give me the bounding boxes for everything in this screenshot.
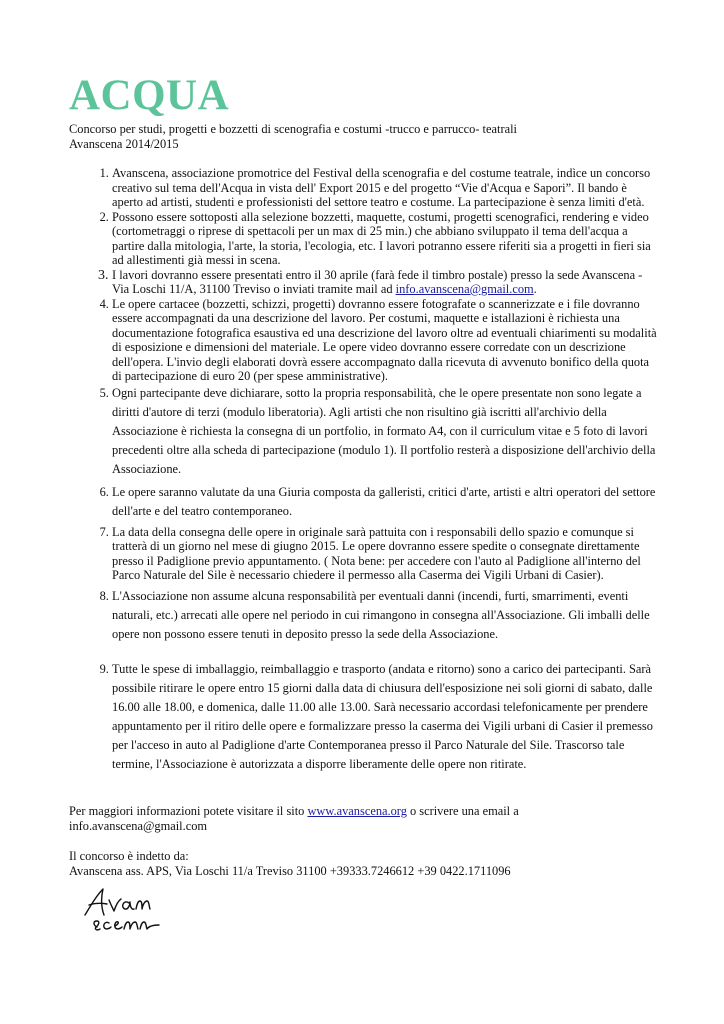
info-email-text: o scrivere una email a info.avanscena@gmail.com bbox=[69, 803, 519, 833]
handwritten-signature-icon bbox=[79, 885, 169, 937]
rule-item-6: 6. Le opere saranno valutate da una Giuria composta da galleristi, critici d'arte, artisti e altri operatori del settore dell'arte e del teatro contemporaneo. bbox=[112, 483, 659, 521]
email-link[interactable]: info.avanscena@gmail.com bbox=[395, 282, 534, 296]
website-link[interactable]: www.avanscena.org bbox=[307, 803, 407, 818]
rule-3-text: I lavori dovranno essere presentati entro il 30 aprile (farà fede il timbro postale) presso la sede Avanscena - Via Loschi 11/A, 31100 Treviso o inviati tramite mail ad bbox=[112, 267, 643, 296]
rule-item-5: 5. Ogni partecipante deve dichiarare, sotto la propria responsabilità, che le opere presentate non sono legate a diritti d'autore di terzi (modulo liberatoria). Agli artisti che non risultino già iscritti all'archivio della Associazione è richiesta la consegna di un portfolio, in formato A4, con il curriculum vitae e 5 foto di lavori precedenti oltre alla scheda di partecipazione (modulo 1). Il portfolio resterà a disposizione dell'archivio della Associazione. bbox=[112, 384, 659, 479]
subtitle-line-1: Concorso per studi, progetti e bozzetti di scenografia e costumi -trucco e parrucco- teatrali bbox=[69, 122, 517, 136]
subtitle-line-2: Avanscena 2014/2015 bbox=[69, 136, 179, 151]
info-paragraph bbox=[69, 804, 659, 834]
rules-list bbox=[69, 166, 659, 774]
organizer-intro: Il concorso è indetto da: bbox=[69, 848, 189, 863]
document-page bbox=[69, 72, 659, 942]
organizer-block bbox=[69, 849, 659, 879]
info-text: Per maggiori informazioni potete visitare il sito bbox=[69, 803, 308, 818]
document-title: ACQUA bbox=[69, 72, 230, 119]
rule-item-3 bbox=[112, 268, 659, 297]
rule-item-4: 4. Le opere cartacee (bozzetti, schizzi, progetti) dovranno essere fotografate o scannerizzate e i file dovranno essere accompagnati da una descrizione del lavoro. Per costumi, maquette e istallazioni è richiesta una documentazione fotografica esaustiva ed una descrizione del lavoro oltre ad eventuali chiarimenti su modalità di esposizione e dimensioni del materiale. Le opere video dovranno essere corredate con un descrizione dell'opera. L'invio degli elaborati dovrà essere accompagnato dalla ricevuta di avvenuto bonifico della quota di partecipazione di euro 20 (per spese amministrative). bbox=[112, 297, 659, 384]
organizer-address: Avanscena ass. APS, Via Loschi 11/a Treviso 31100 +39333.7246612 +39 0422.1711096 bbox=[69, 863, 511, 878]
rule-3-end: . bbox=[533, 282, 537, 296]
rule-item-8: 8. L'Associazione non assume alcuna responsabilità per eventuali danni (incendi, furti, smarrimenti, eventi naturali, etc.) arrecati alle opere nel periodo in cui rimangono in consegna all'Associazione. Gli imballi delle opere non possono essere tenuti in deposito presso la sede della Associazione. bbox=[112, 587, 659, 644]
rule-item-2: 2. Possono essere sottoposti alla selezione bozzetti, maquette, costumi, progetti scenografici, rendering e video (cortometraggi o riprese di spettacoli per un max di 25 min.) che abbiano sviluppato il tema dell'acqua a partire dalla mitologia, l'arte, la storia, l'ecologia, etc. I lavori potranno essere riferiti sia a progetti in fieri sia ad allestimenti già messi in scena. bbox=[112, 210, 659, 268]
rule-item-7: 7. La data della consegna delle opere in originale sarà pattuita con i responsabili dello spazio e comunque si tratterà di un giorno nel mese di giugno 2015. Le opere dovranno essere spedite o consegnate direttamente presso il Padiglione previo appuntamento. ( Nota bene: per accedere con l'auto al Padiglione all'interno del Parco Naturale del Sile è necessario chiedere il permesso alla Caserma dei Vigili Urbani di Casier). bbox=[112, 525, 659, 583]
rule-item-9: 9. Tutte le spese di imballaggio, reimballaggio e trasporto (andata e ritorno) sono a carico dei partecipanti. Sarà possibile ritirare le opere entro 15 giorni dalla data di chiusura dell'esposizione nei soli giorni di sabato, dalle 16.00 alle 18.00, e domenica, dalle 11.00 alle 13.00. Sarà necessario accordasi telefonicamente per prendere appuntamento per il ritiro delle opere e formalizzare presso la caserma dei Vigili urbani di Casier il premesso per l'acceso in auto al Padiglione d'arte Contemporanea presso il Parco Naturale del Sile. Trascorso tale termine, l'Associazione è autorizzata a disporre liberamente delle opere non ritirate. bbox=[112, 660, 659, 774]
document-subtitle bbox=[69, 122, 659, 151]
signature-icon bbox=[79, 885, 659, 942]
rule-item-1: 1. Avanscena, associazione promotrice del Festival della scenografia e del costume teatrale, indìce un concorso creativo sul tema dell'Acqua in vista dell' Export 2015 e del progetto “Vie d'Acqua e Sapori”. Il bando è aperto ad artisti, studenti e professionisti del settore teatro e costume. La partecipazione è senza limiti d'età. bbox=[112, 166, 659, 210]
